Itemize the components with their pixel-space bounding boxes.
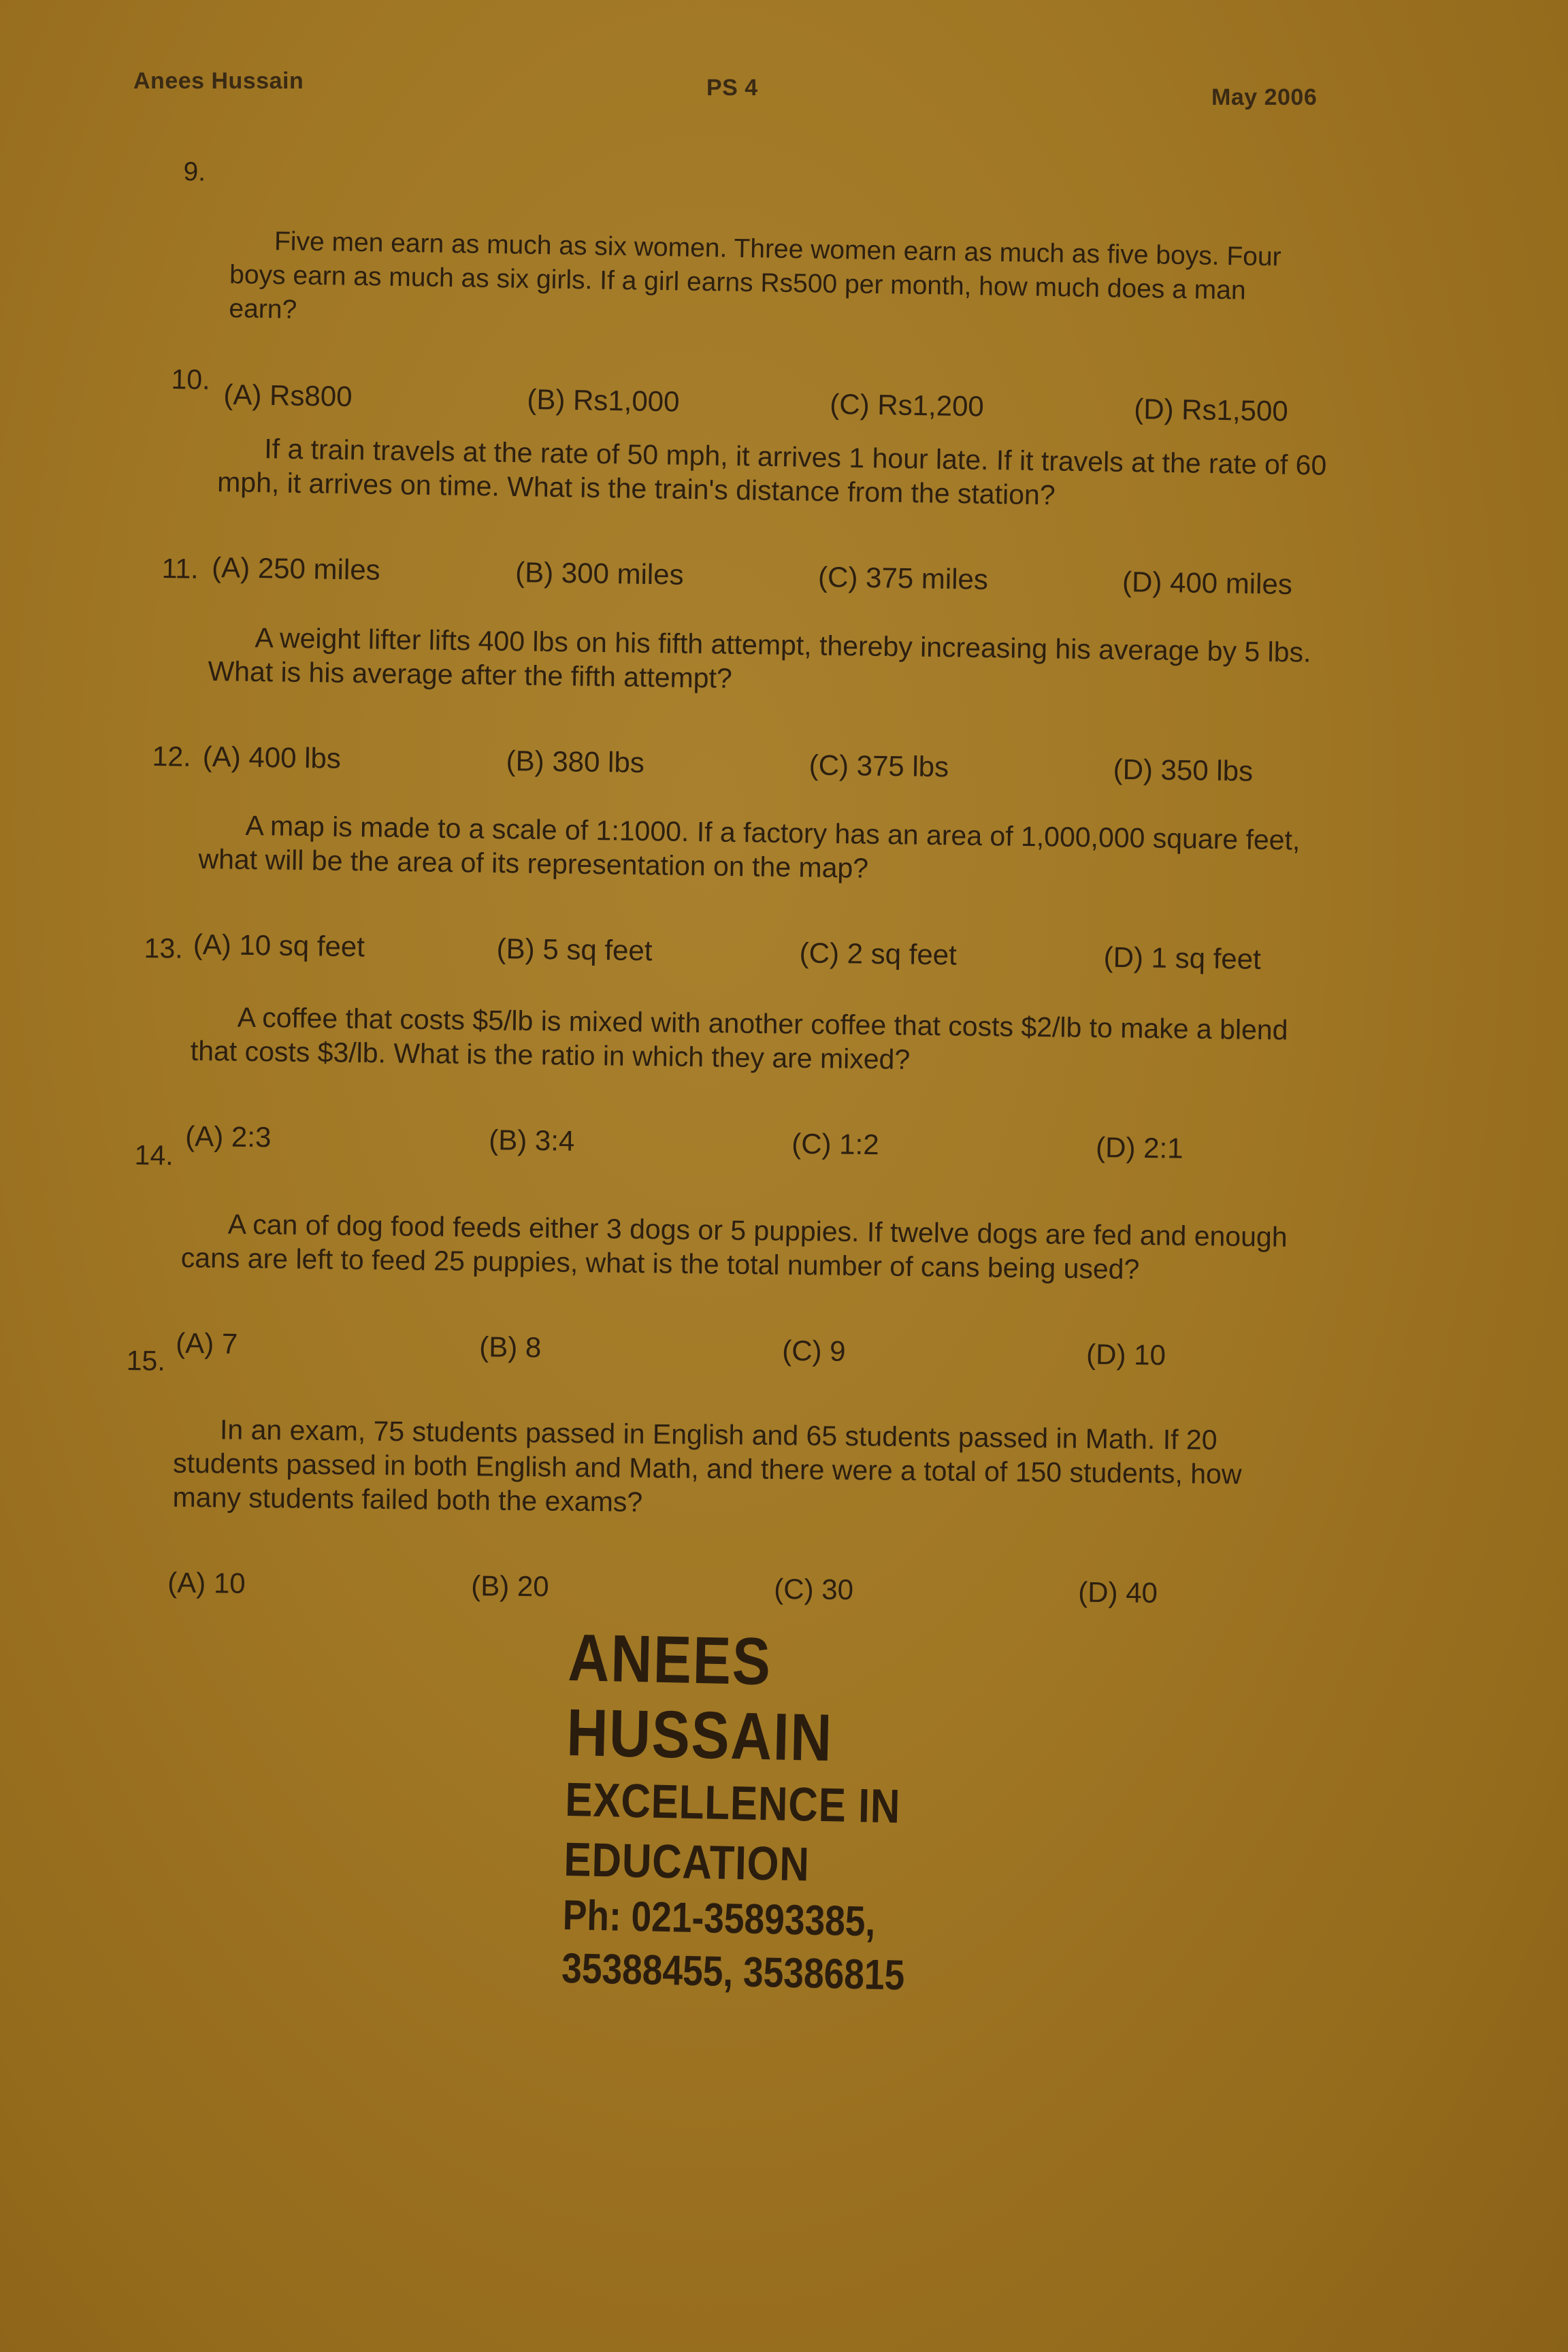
question-number: 15. (126, 1344, 165, 1377)
option-d: (D) 40 (1078, 1575, 1158, 1609)
question-text (142, 931, 1424, 1117)
option-b: (B) 8 (479, 1330, 542, 1364)
question-text (180, 155, 1463, 379)
option-a: (A) 400 lbs (202, 740, 342, 774)
option-d: (D) 1 sq feet (1103, 941, 1262, 975)
option-a: (A) 7 (176, 1326, 238, 1360)
option-c: (C) 375 lbs (808, 749, 949, 783)
question-number: 10. (171, 363, 210, 395)
option-b: (B) 3:4 (489, 1124, 575, 1157)
question-number: 11. (161, 552, 199, 585)
stamp-name: ANEES HUSSAIN (566, 1620, 834, 1776)
option-c: (C) Rs1,200 (830, 387, 985, 423)
option-d: (D) 2:1 (1095, 1131, 1183, 1164)
question-text (150, 739, 1432, 927)
header-author: Anees Hussain (133, 68, 304, 94)
question-body: In an exam, 75 students passed in English and 65 students passed in Math. If 20 students passed in both English and Math, and there were a total of 150 students, how many students failed both the exams? (172, 1414, 1242, 1518)
option-b: (B) 20 (471, 1569, 549, 1603)
option-b: (B) 380 lbs (506, 745, 645, 779)
stamp-tagline: EXCELLENCE IN EDUCATION (563, 1772, 902, 1891)
question-13 (142, 931, 1424, 1173)
stamp-phone: Ph: 021-35893385, 35388455, 35386815 (561, 1891, 905, 1999)
question-body: A coffee that costs $5/lb is mixed with another coffee that costs $2/lb to make a blend that costs $3/lb. What is the ratio in which they are mixed? (190, 1001, 1288, 1075)
option-c: (C) 1:2 (791, 1127, 879, 1161)
option-a: (A) 2:3 (185, 1120, 272, 1154)
header-set-label: PS 4 (706, 75, 758, 101)
institute-stamp (561, 1620, 1013, 2005)
question-number: 12. (152, 740, 191, 772)
question-body: A map is made to a scale of 1:1000. If a factory has an area of 1,000,000 square feet, what will be the area of its representation on the map? (198, 809, 1301, 884)
question-body: Five men earn as much as six women. Three women earn as much as five boys. Four boys earn as much as six girls. If a girl earns Rs500 per month, how much does a man earn? (229, 227, 1281, 325)
option-a: (A) 10 (167, 1566, 246, 1599)
question-text (160, 551, 1441, 739)
question-number: 13. (144, 932, 183, 964)
option-a: (A) 10 sq feet (193, 928, 365, 963)
question-text (125, 1343, 1406, 1561)
option-d: (D) 400 miles (1122, 565, 1293, 600)
question-number: 9. (183, 157, 206, 187)
option-b: (B) 300 miles (514, 555, 684, 591)
question-body: A weight lifter lifts 400 lbs on his fifth attempt, thereby increasing his average by 5 lbs. What is his average after the fifth attempt? (208, 621, 1311, 694)
option-c: (C) 375 miles (817, 560, 989, 595)
option-d: (D) Rs1,500 (1133, 392, 1289, 427)
option-d: (D) 350 lbs (1113, 753, 1254, 787)
option-d: (D) 10 (1085, 1338, 1166, 1371)
question-14 (132, 1138, 1414, 1379)
question-number: 14. (134, 1139, 174, 1171)
option-b: (B) 5 sq feet (496, 932, 653, 967)
question-text (169, 362, 1451, 552)
option-c: (C) 30 (774, 1572, 854, 1606)
question-15 (124, 1343, 1406, 1617)
option-c: (C) 9 (781, 1334, 846, 1367)
header-date: May 2006 (1211, 84, 1318, 110)
option-a: (A) 250 miles (211, 551, 381, 586)
option-a: (A) Rs800 (223, 378, 353, 412)
question-body: A can of dog food feeds either 3 dogs or 5 puppies. If twelve dogs are fed and enough cans are left to feed 25 puppies, what is the total number of cans being used? (180, 1208, 1288, 1286)
option-c: (C) 2 sq feet (799, 936, 958, 971)
answer-options (124, 1565, 1403, 1617)
question-text (133, 1138, 1414, 1324)
option-b: (B) Rs1,000 (527, 382, 680, 418)
question-body: If a train travels at the rate of 50 mph, it arrives 1 hour late. If it travels at the rate of 60 mph, it arrives on time. What is the train's distance from the station? (216, 433, 1327, 511)
